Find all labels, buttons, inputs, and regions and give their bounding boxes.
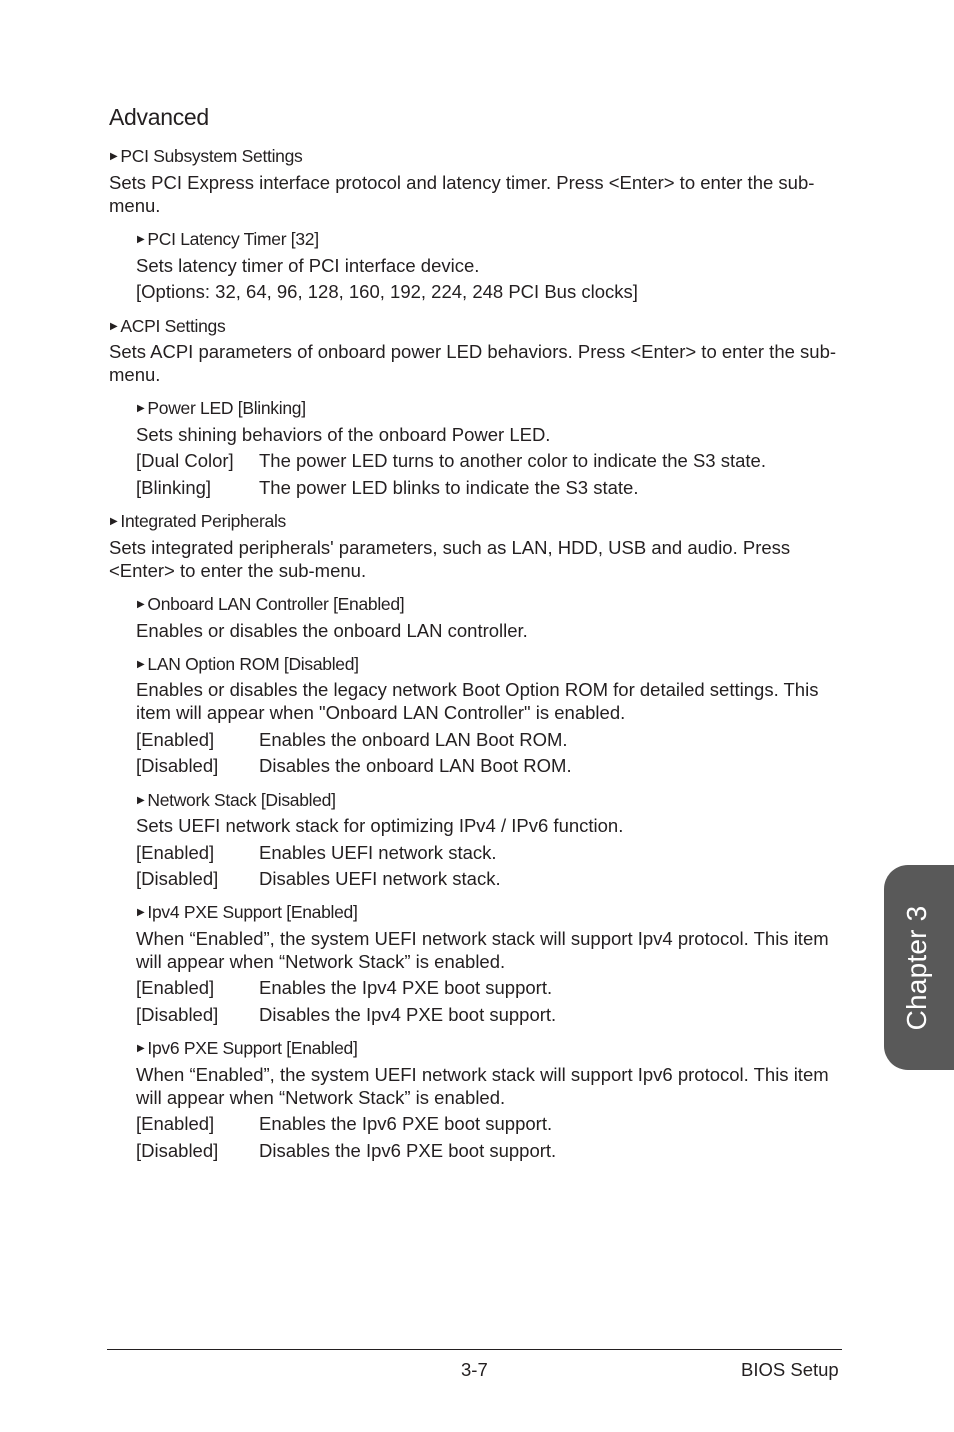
- item-desc-power-led: Sets shining behaviors of the onboard Power LED.: [136, 424, 551, 445]
- page-title: Advanced: [109, 104, 209, 130]
- option-value: Enables the onboard LAN Boot ROM.: [259, 729, 568, 750]
- item-desc-lan-option-rom: Enables or disables the legacy network Boot Option ROM for detailed settings. This item will appear when "Onboard LAN Controller" is enabled.: [136, 679, 819, 723]
- item-desc-onboard-lan-controller: Enables or disables the onboard LAN controller.: [136, 620, 528, 641]
- item-heading-pci-latency: ▶ PCI Latency Timer [32]: [137, 229, 319, 249]
- option-value: Enables the Ipv4 PXE boot support.: [259, 977, 553, 998]
- section-heading-acpi: ▶ ACPI Settings: [110, 316, 226, 336]
- item-heading-ipv6-pxe-support: ▶ Ipv6 PXE Support [Enabled]: [137, 1038, 358, 1058]
- option-key: [Disabled]: [136, 755, 219, 776]
- option-key: [Enabled]: [136, 729, 215, 750]
- item-desc-ipv6-pxe-support: When “Enabled”, the system UEFI network stack will support Ipv6 protocol. This item will appear when “Network Stack” is enabled.: [136, 1064, 829, 1108]
- option-key: [Enabled]: [136, 977, 215, 998]
- section-heading-pci-subsystem: ▶ PCI Subsystem Settings: [110, 146, 303, 166]
- section-desc-integrated-peripherals: Sets integrated peripherals' parameters, such as LAN, HDD, USB and audio. Press <Enter> to enter the sub-menu.: [109, 537, 791, 581]
- option-key: [Disabled]: [136, 1004, 219, 1025]
- item-options-pci-latency: [Options: 32, 64, 96, 128, 160, 192, 224, 248 PCI Bus clocks]: [136, 281, 638, 302]
- option-key: [Dual Color]: [136, 450, 234, 471]
- section-desc-acpi: Sets ACPI parameters of onboard power LED behaviors. Press <Enter> to enter the sub-menu.: [109, 341, 837, 385]
- item-heading-onboard-lan-controller: ▶ Onboard LAN Controller [Enabled]: [137, 594, 405, 614]
- option-key: [Enabled]: [136, 842, 215, 863]
- bullet-triangle-icon: ▶: [137, 403, 145, 414]
- option-key: [Blinking]: [136, 477, 212, 498]
- footer-divider: [107, 1349, 842, 1350]
- section-desc-pci-subsystem: Sets PCI Express interface protocol and latency timer. Press <Enter> to enter the sub-menu.: [109, 172, 815, 216]
- option-value: Disables the Ipv4 PXE boot support.: [259, 1004, 557, 1025]
- option-value: Enables the Ipv6 PXE boot support.: [259, 1113, 553, 1134]
- bullet-triangle-icon: ▶: [137, 795, 145, 806]
- bullet-triangle-icon: ▶: [137, 1043, 145, 1054]
- option-value: The power LED turns to another color to indicate the S3 state.: [259, 450, 766, 471]
- item-desc-ipv4-pxe-support: When “Enabled”, the system UEFI network stack will support Ipv4 protocol. This item will appear when “Network Stack” is enabled.: [136, 928, 829, 972]
- chapter-side-tab-label: Chapter 3: [901, 905, 932, 1031]
- item-heading-network-stack: ▶ Network Stack [Disabled]: [137, 790, 336, 810]
- bullet-triangle-icon: ▶: [137, 659, 145, 670]
- option-key: [Disabled]: [136, 1140, 219, 1161]
- item-heading-lan-option-rom: ▶ LAN Option ROM [Disabled]: [137, 654, 359, 674]
- option-key: [Enabled]: [136, 1113, 215, 1134]
- section-heading-integrated-peripherals: ▶ Integrated Peripherals: [110, 511, 286, 531]
- option-value: Disables the Ipv6 PXE boot support.: [259, 1140, 557, 1161]
- footer-section-name: BIOS Setup: [741, 1359, 839, 1380]
- bullet-triangle-icon: ▶: [137, 599, 145, 610]
- bullet-triangle-icon: ▶: [137, 907, 145, 918]
- option-key: [Disabled]: [136, 868, 219, 889]
- option-value: Disables UEFI network stack.: [259, 868, 501, 889]
- bullet-triangle-icon: ▶: [110, 151, 118, 162]
- option-value: The power LED blinks to indicate the S3 state.: [259, 477, 639, 498]
- footer-page-number: 3-7: [461, 1359, 488, 1380]
- bullet-triangle-icon: ▶: [137, 234, 145, 245]
- bullet-triangle-icon: ▶: [110, 321, 118, 332]
- bullet-triangle-icon: ▶: [110, 516, 118, 527]
- item-desc-pci-latency: Sets latency timer of PCI interface device.: [136, 255, 480, 276]
- item-heading-ipv4-pxe-support: ▶ Ipv4 PXE Support [Enabled]: [137, 902, 358, 922]
- option-value: Enables UEFI network stack.: [259, 842, 497, 863]
- option-value: Disables the onboard LAN Boot ROM.: [259, 755, 572, 776]
- item-desc-network-stack: Sets UEFI network stack for optimizing IPv4 / IPv6 function.: [136, 815, 624, 836]
- item-heading-power-led: ▶ Power LED [Blinking]: [137, 398, 306, 418]
